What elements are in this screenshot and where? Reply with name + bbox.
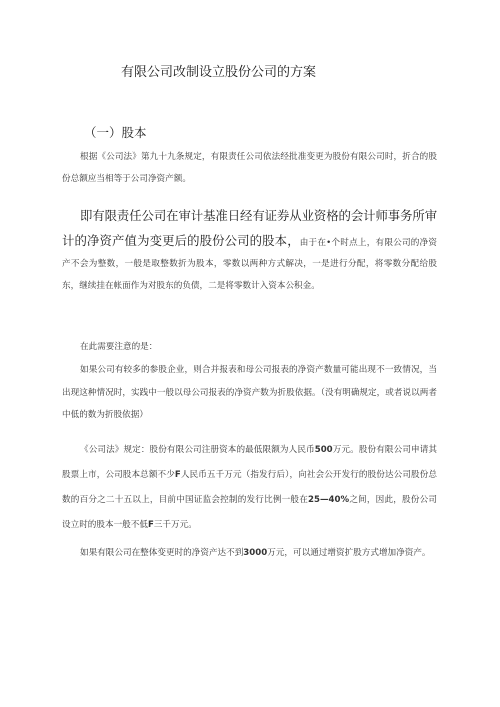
paragraph-5-text-a: 《公司法》规定：股份有限公司注册资本的最低限额为人民币 <box>80 445 315 455</box>
paragraph-2 <box>62 205 437 297</box>
paragraph-6-number: 3000 <box>243 548 268 558</box>
paragraph-1: 根据《公司法》第九十九条规定，有限责任公司依法经批准变更为股份有限公司时，折合的股份总额应当相等于公司净资产额。 <box>62 152 437 184</box>
paragraph-5-text-b: 万元。股份有限公司申请其股票上市，公司股本总额不少 <box>62 445 437 480</box>
paragraph-3: 在此需要注意的是： <box>80 342 158 352</box>
paragraph-6-text-b: 万元，可以通过增资扩股方式增加净资产。 <box>267 548 431 558</box>
paragraph-4: 如果公司有较多的参股企业，则合并报表和母公司报表的净资产数量可能出现不一致情况，当出现这种情况时，实践中一般以母公司报表的净资产数为折股依据。（没有明确规定，或者说以两者中低的数为折股依据） <box>62 365 437 420</box>
paragraph-6-text-a: 如果有限公司在整体变更时的净资产达不到 <box>80 548 244 558</box>
paragraph-5-text-c: 人民币五千万元（指发行后），向社会公开发行的股份达公司股份总数的百分之二十五以上，目前中国证监会控制的发行比例一般在 <box>62 470 437 505</box>
paragraph-2-rest: 由于在•个时点上，有限公司的净资产不会为整数，一般是取整数折为股本，零数以两种方式解决，一是进行分配，将零数分配给股东，继续挂在帐面作为对股东的负债，二是将零数计入资本公积金。 <box>62 237 437 291</box>
paragraph-5-text-d: 之间，因此，股份公司设立时的股本一般不低 <box>62 495 437 530</box>
paragraph-5-number-1: 500 <box>314 445 333 455</box>
paragraph-5-number-3: 25—40% <box>308 495 350 505</box>
section-heading: （一）股本 <box>84 125 147 140</box>
paragraph-5-text-e: 三千万元。 <box>153 520 197 530</box>
paragraph-5-number-2: F <box>174 470 181 480</box>
document-title: 有限公司改制设立股份公司的方案 <box>121 65 317 80</box>
paragraph-2-emphasis: 即有限责任公司在审计基准日经有证券从业资格的会计师事务所审计的净资产值为变更后的股份公司的股本， <box>62 208 437 248</box>
paragraph-6 <box>62 541 437 565</box>
paragraph-5-number-4: F <box>147 520 154 530</box>
paragraph-5 <box>62 438 437 538</box>
